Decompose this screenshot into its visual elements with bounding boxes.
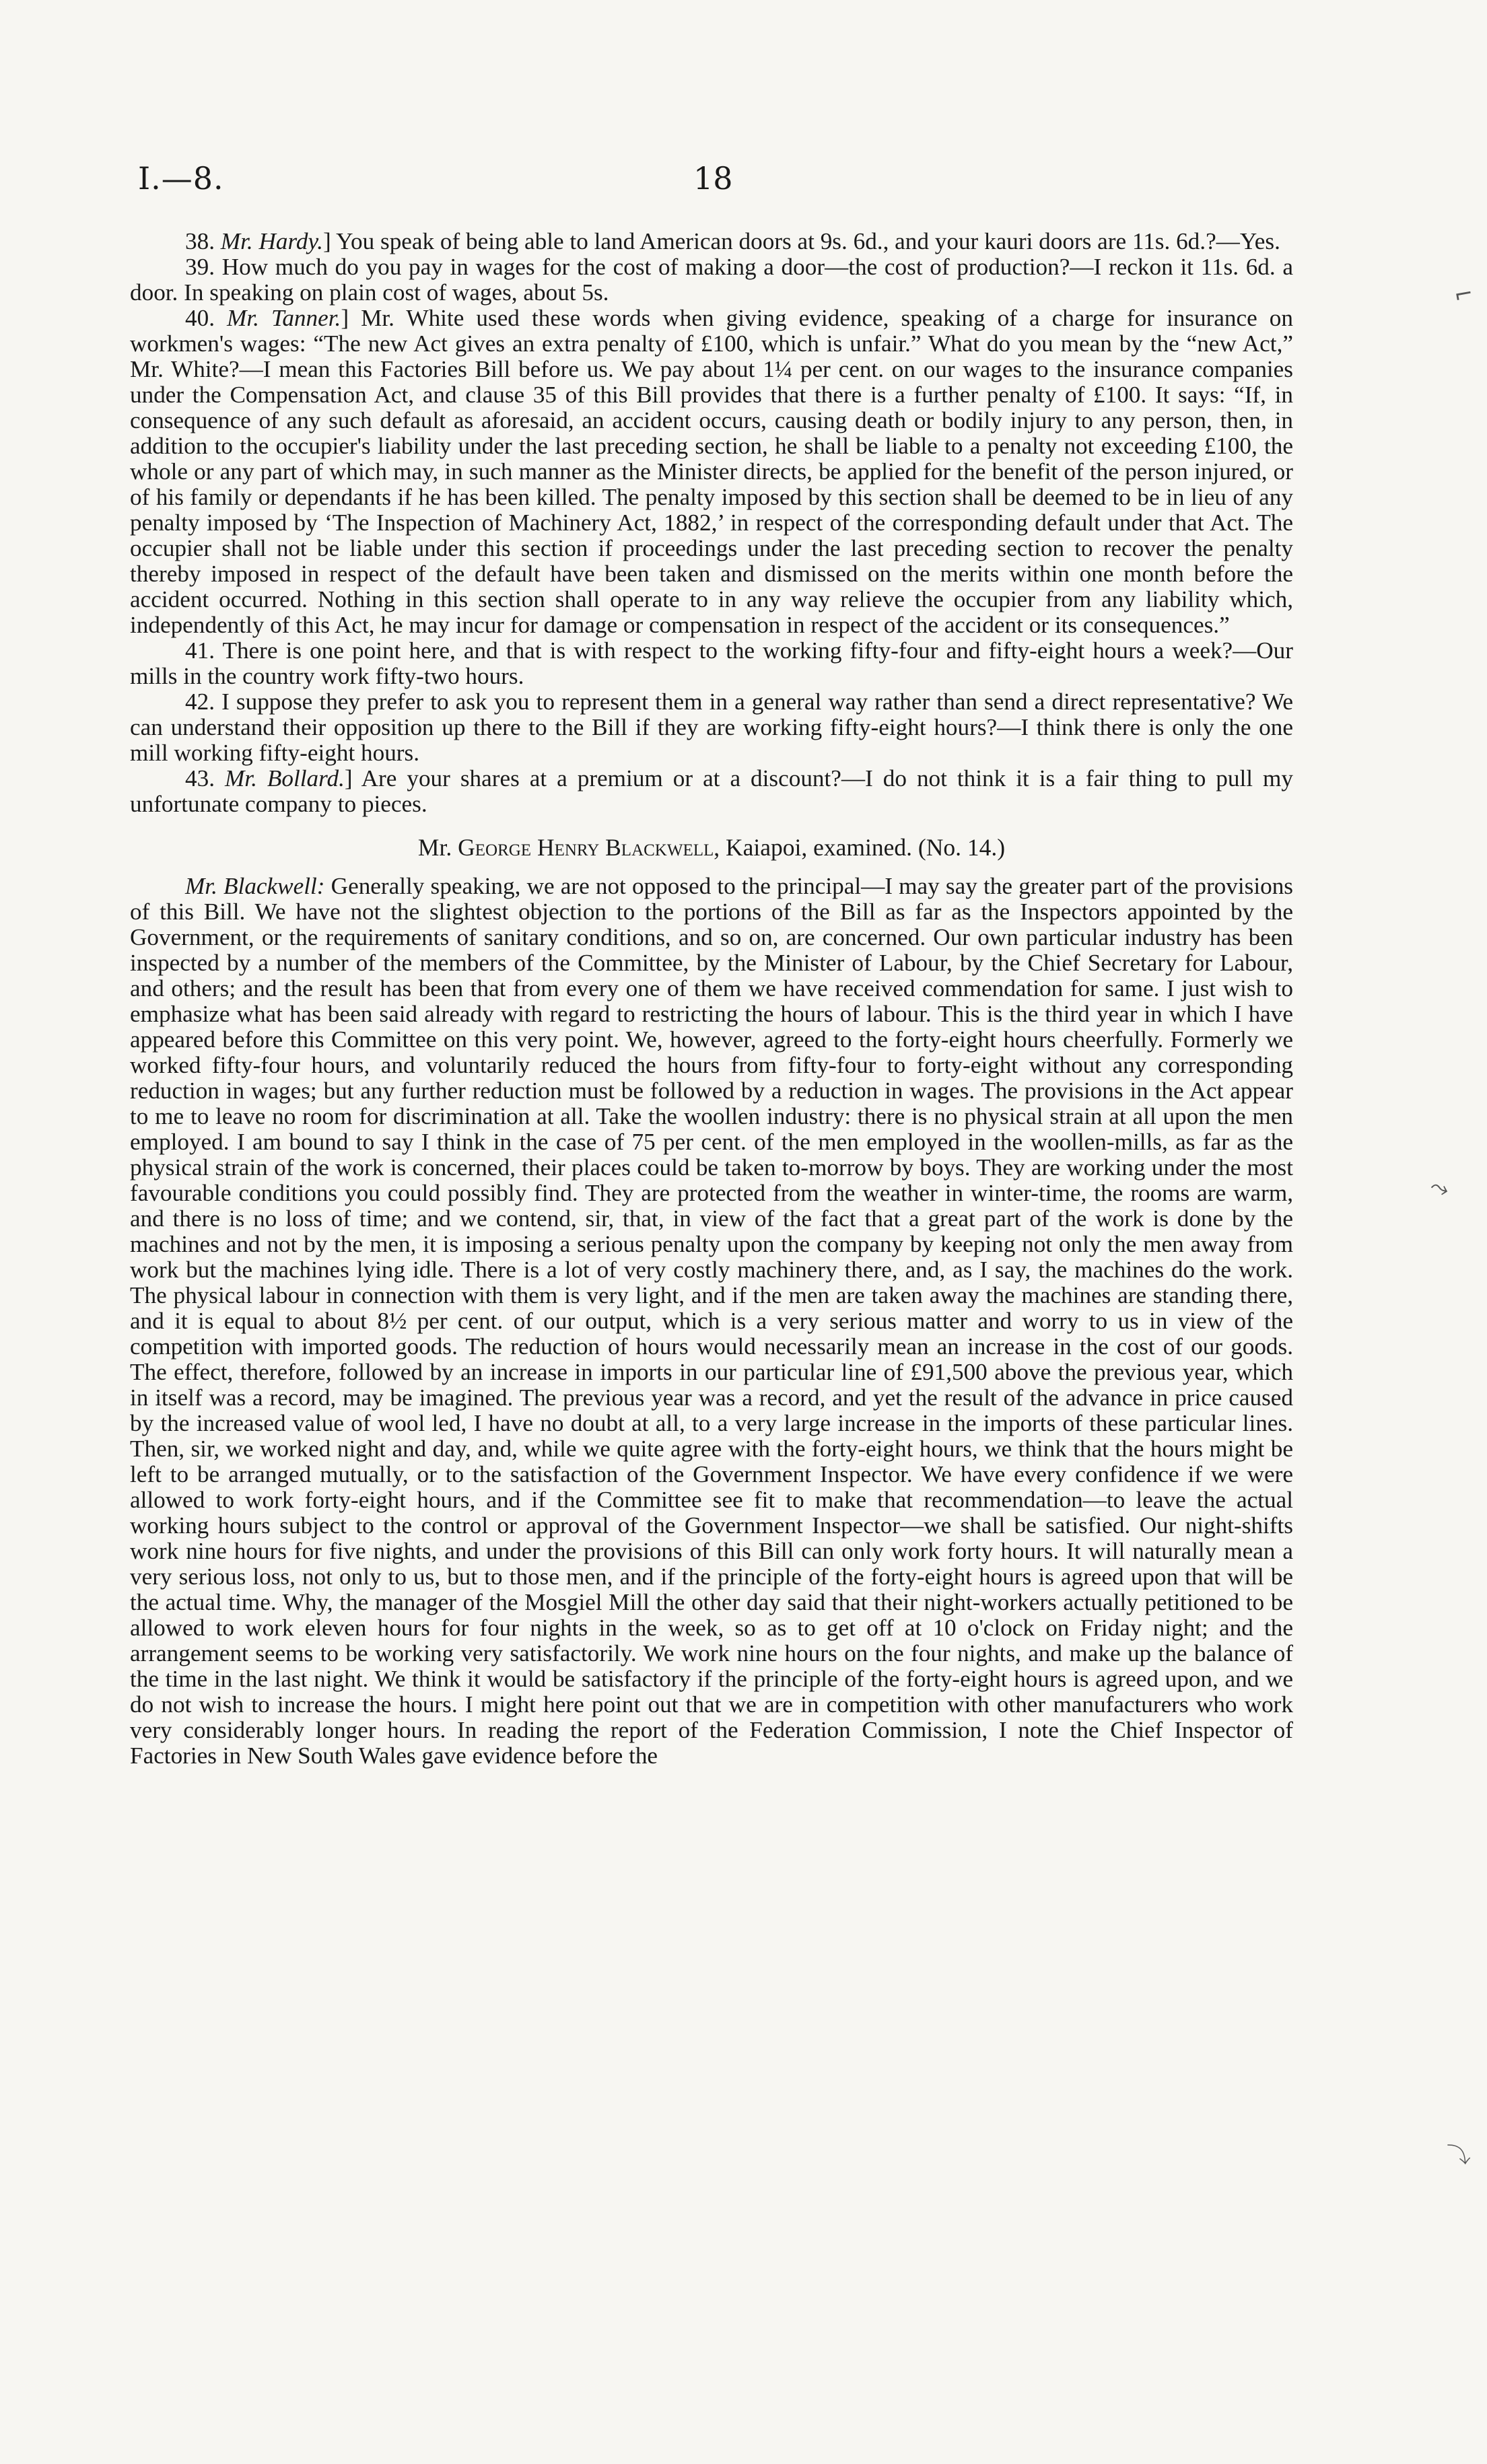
statement-speaker: Mr. Blackwell:: [185, 873, 325, 899]
paragraph-text: ] You speak of being able to land American doors at 9s. 6d., and your kauri doors are 11s. 6d.?—Yes.: [322, 228, 1280, 254]
witness-title: Mr.: [417, 834, 458, 861]
paragraph-39: 39. How much do you pay in wages for the cost of making a door—the cost of production?—I reckon it 11s. 6d. a door. In speaking on plain cost of wages, about 5s.: [130, 254, 1293, 306]
paragraph-42: 42. I suppose they prefer to ask you to represent them in a general way rather than send a direct representative? We can understand their opposition up there to the Bill if they are working fifty-eight hours?—I think there is only the one mill working fifty-eight hours.: [130, 689, 1293, 766]
question-number: 43.: [185, 765, 225, 791]
page-reference: I.—8.: [138, 160, 224, 197]
document-body: [130, 229, 1293, 1769]
speaker-name: Mr. Bollard.: [224, 765, 345, 791]
paragraph-41: 41. There is one point here, and that is with respect to the working fifty-four and fifty-eight hours a week?—Our mills in the country work fifty-two hours.: [130, 637, 1293, 689]
paragraph-40: [130, 306, 1293, 638]
margin-mark: ⤵: [1446, 2141, 1472, 2171]
witness-name: George Henry Blackwell: [458, 834, 714, 861]
witness-details: , Kaiapoi, examined. (No. 14.): [714, 834, 1006, 861]
speaker-name: Mr. Tanner.: [227, 305, 341, 331]
question-number: 38.: [185, 228, 221, 254]
paragraph-38: [130, 229, 1293, 254]
page-number: 18: [693, 160, 733, 197]
paragraph-43: [130, 766, 1293, 817]
speaker-name: Mr. Hardy.: [220, 228, 323, 254]
witness-statement: [130, 874, 1293, 1769]
paragraph-text: ] Mr. White used these words when giving evidence, speaking of a charge for insurance on workmen's wages: “The new Act gives an extra penalty of £100, which is unfair.” What do you mean by the “new Act,” Mr. White?—I mean this Factories Bill before us. We pay about 1¼ per cent. on our wages to the insurance companies under the Compensation Act, and clause 35 of this Bill provides that there is a further penalty of £100. It says: “If, in consequence of any such default as aforesaid, an accident occurs, causing death or bodily injury to any person, then, in addition to the occupier's liability under the last preceding section, he shall be liable to a penalty not exceeding £100, the whole or any part of which may, in such manner as the Minister directs, be applied for the benefit of the person injured, or of his family or dependants if he has been killed. The penalty imposed by this section shall be deemed to be in lieu of any penalty imposed by ‘The Inspection of Machinery Act, 1882,’ in respect of the corresponding default under that Act. The occupier shall not be liable under this section if proceedings under the last preceding section to recover the penalty thereby imposed in respect of the default have been taken and dismissed on the merits within one month before the accident occurred. Nothing in this section shall operate to in any way relieve the occupier from any liability which, independently of this Act, he may incur for damage or compensation in respect of the accident or its consequences.”: [130, 305, 1293, 638]
paragraph-text: ] Are your shares at a premium or at a discount?—I do not think it is a fair thing to pull my unfortunate company to pieces.: [130, 765, 1293, 817]
margin-mark: ⌐: [1451, 279, 1476, 310]
statement-text: Generally speaking, we are not opposed to the principal—I may say the greater part of the provisions of this Bill. We have not the slightest objection to the portions of the Bill as far as the Inspectors appointed by the Government, or the requirements of sanitary conditions, and so on, are concerned. Our own particular industry has been inspected by a number of the members of the Committee, by the Minister of Labour, by the Chief Secretary for Labour, and others; and the result has been that from every one of them we have received commendation for same. I just wish to emphasize what has been said already with regard to restricting the hours of labour. This is the third year in which I have appeared before this Committee on this very point. We, however, agreed to the forty-eight hours cheerfully. Formerly we worked fifty-four hours, and voluntarily reduced the hours from fifty-four to forty-eight without any corresponding reduction in wages; but any further reduction must be followed by a reduction in wages. The provisions in the Act appear to me to leave no room for discrimination at all. Take the woollen industry: there is no physical strain at all upon the men employed. I am bound to say I think in the case of 75 per cent. of the men employed in the woollen-mills, as far as the physical strain of the work is concerned, their places could be taken to-morrow by boys. They are working under the most favourable conditions you could possibly find. They are protected from the weather in winter-time, the rooms are warm, and there is no loss of time; and we contend, sir, that, in view of the fact that a great part of the work is done by the machines and not by the men, it is imposing a serious penalty upon the company by keeping not only the men away from work but the machines lying idle. There is a lot of very costly machinery there, and, as I say, the machines do the work. The physical labour in connection with them is very light, and if the men are taken away the machines are standing there, and it is equal to about 8½ per cent. of our output, which is a very serious matter and worry to us in view of the competition with imported goods. The reduction of hours would necessarily mean an increase in the cost of our goods. The effect, therefore, followed by an increase in imports in our particular line of £91,500 above the previous year, which in itself was a record, may be imagined. The previous year was a record, and yet the result of the advance in price caused by the increased value of wool led, I have no doubt at all, to a very large increase in the imports of these particular lines. Then, sir, we worked night and day, and, while we quite agree with the forty-eight hours, we think that the hours might be left to be arranged mutually, or to the satisfaction of the Government Inspector. We have every confidence if we were allowed to work forty-eight hours, and if the Committee see fit to make that recommendation—to leave the actual working hours subject to the control or approval of the Government Inspector—we shall be satisfied. Our night-shifts work nine hours for five nights, and under the provisions of this Bill can only work forty hours. It will naturally mean a very serious loss, not only to us, but to those men, and if the principle of the forty-eight hours is agreed upon that will be the actual time. Why, the manager of the Mosgiel Mill the other day said that their night-workers actually petitioned to be allowed to work eleven hours for four nights in the week, so as to get off at 10 o'clock on Friday night; and the arrangement seems to be working very satisfactorily. We work nine hours on the four nights, and make up the balance of the time in the last night. We think it would be satisfactory if the principle of the forty-eight hours is agreed upon, and we do not wish to increase the hours. I might here point out that we are in competition with other manufacturers who work very considerably longer hours. In reading the report of the Federation Commission, I note the Chief Inspector of Factories in New South Wales gave evidence before the: [130, 873, 1294, 1769]
question-number: 40.: [185, 305, 228, 331]
witness-heading: [130, 835, 1293, 860]
margin-mark: ⤳: [1427, 1172, 1452, 1203]
